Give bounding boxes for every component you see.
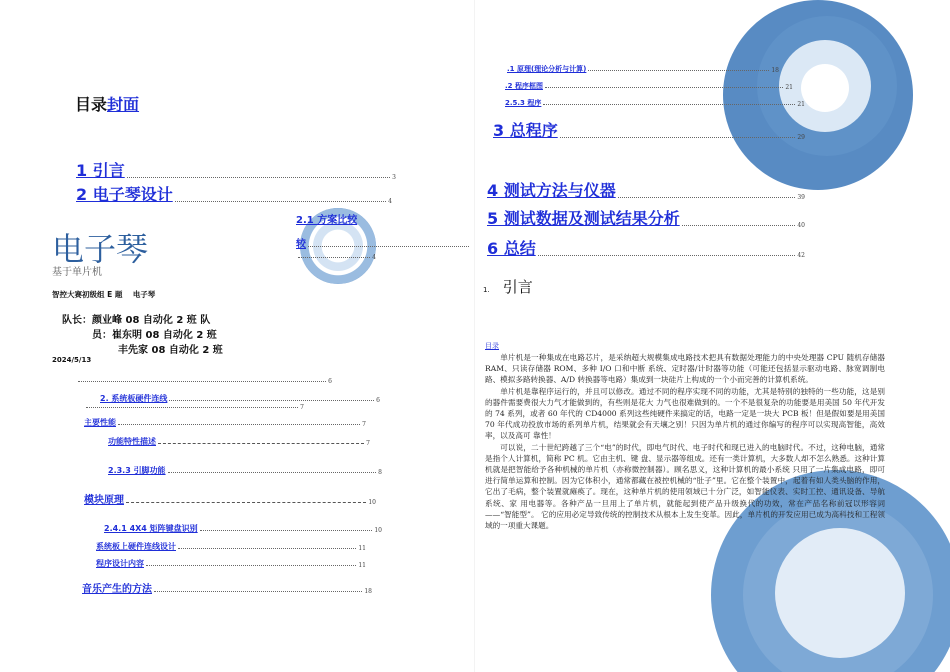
toc-entry[interactable]: 2.3.3 引脚功能 8	[108, 466, 382, 476]
toc-entry[interactable]: 较	[296, 235, 471, 250]
toc-entry[interactable]: 2. 系统板硬件连线 6	[100, 394, 380, 404]
cover-team-line: 员：崔东明 08 自动化 2 班	[92, 330, 217, 341]
paragraph: 可以说，二十世纪跨越了三个“电”的时代，即电气时代、电子时代和现已进入的电脑时代。不过，这种电脑，通常是指个人计算机，简称 PC 机。它由主机、键 盘、显示器等组成。还有一类计算机，大多数人却不怎么熟悉。这种计算机就是把智能给予各种机械的单片机（亦称微控制器）。顾名思义，这种计算机的最小系统 只用了一片集成电路，即可进行简单运算和控制。因为它体积小，通常都藏在被控机械的“肚子”里。它在整个装置中，起着有如人类头脑的作用，它出了毛病，整个装置就瘫痪了。现在，这种单片机的使用领域已十分广泛，如智能仪表、实时工控、通讯设备、导航系统、家 用电器等。各种产品一旦用上了单片机，就能起到使产品升级换代的功效，常在产品名称前冠以形容词——“智能型”。 它的应用必定导致传统的控制技术从根本上发生变革。因此，单片机的开发应用已成为高科技和工程领域的一项重大课题。	[485, 442, 885, 531]
toc-entry[interactable]: 程序设计内容 11	[96, 559, 366, 569]
toc-entry[interactable]: .2 程序框图 21	[505, 82, 793, 91]
cover-title: 电子琴	[52, 230, 149, 268]
paragraph: 单片机是一种集成在电路芯片，是采纳超大规模集成电路技术把具有数据处理能力的中央处理器 CPU 随机存储器 RAM、只读存储器 ROM、多种 I/O 口和中断 系统、定时器/计时器等功能（可能还包括显示驱动电路、脉宽调制电路、模拟多路转换器、A/D 转换器等电路）集成到一块硅片上构成的一个小而完善的计算机系统。	[485, 353, 885, 385]
toc-entry[interactable]: 2 电子琴设计 4	[76, 185, 392, 205]
cover-date: 2024/5/13	[52, 356, 92, 364]
toc-entry[interactable]: .1 原理(理论分析与计算) 18	[507, 65, 779, 74]
paragraph: 单片机是靠程序运行的，并且可以修改。通过不同的程序实现不同的功能，尤其是特别的独特的一些功能，这是别的器件需要费很大力气才能做到的，有些则是花大 力气也很难做到的。一个不是很复杂的功能要是用美国 50 年代开发的 74 系列，或者 60 年代的 CD4000 系列这些纯硬件来搞定的话，电路一定是一块大 PCB 板！但是假如要是用美国 70 年代成功投放市场的系列单片机，结果就会有天壤之别！只因为单片机的通过你编写的程序可以实现高智能，高效率，以及高可 靠性！	[485, 386, 885, 441]
toc-cover-link[interactable]: 封面	[107, 95, 140, 114]
body-text	[485, 352, 885, 531]
toc-entry[interactable]: 模块原理 10	[84, 495, 376, 506]
cover-team-line: 丰先家 08 自动化 2 班	[118, 345, 223, 356]
toc-entry[interactable]: 5 测试数据及测试结果分析 40	[487, 209, 805, 229]
toc-entry[interactable]: 主要性能 7	[84, 418, 366, 428]
toc-entry[interactable]: 4 测试方法与仪器 39	[487, 181, 805, 201]
cover-contest: 智控大赛初级组 E 题 电子琴	[52, 290, 156, 299]
toc-entry[interactable]: 4	[296, 254, 376, 261]
cover-subtitle: 基于单片机	[52, 267, 102, 278]
toc-entry[interactable]: 功能特性描述 7	[108, 437, 370, 447]
toc-back-link[interactable]: 目录	[485, 342, 499, 350]
decorative-circle	[801, 64, 849, 112]
toc-entry[interactable]: 3 总程序 29	[493, 121, 805, 141]
toc-entry-2-1[interactable]: 2.1 方案比较	[296, 215, 358, 226]
toc-heading: 目录封面	[75, 95, 140, 114]
toc-entry[interactable]: 音乐产生的方法 18	[82, 584, 372, 595]
decorative-circle	[775, 528, 905, 658]
toc-entry[interactable]: 系统板上硬件连线设计 11	[96, 542, 366, 552]
section-heading: 1. 引言	[483, 278, 533, 296]
toc-entry[interactable]: 2.4.1 4X4 矩阵键盘识别 10	[104, 524, 382, 534]
toc-entry[interactable]: 6 总结 42	[487, 239, 805, 259]
toc-entry[interactable]: 6	[76, 378, 332, 385]
right-page	[475, 0, 950, 672]
toc-entry[interactable]: 7	[84, 404, 304, 411]
toc-entry[interactable]: 2.5.3 程序 21	[505, 99, 805, 108]
cover-team-line: 队长：颜业峰 08 自动化 2 班 队	[62, 315, 211, 326]
toc-entry[interactable]: 1 引言 3	[76, 161, 396, 181]
